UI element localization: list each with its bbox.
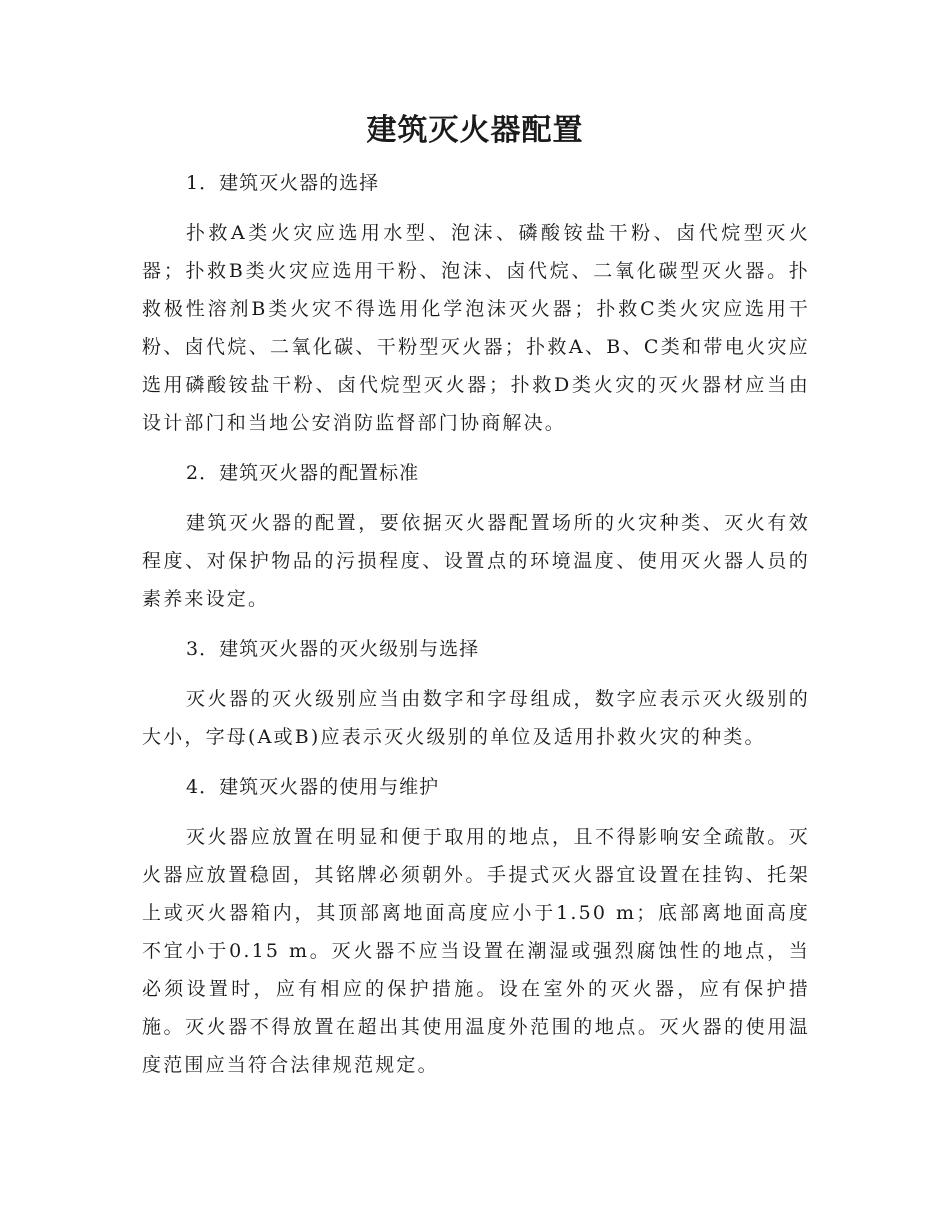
- section-heading: 4．建筑灭火器的使用与维护: [186, 776, 440, 798]
- section-heading: 2．建筑灭火器的配置标准: [186, 462, 420, 484]
- section-heading: 1．建筑灭火器的选择: [186, 172, 380, 194]
- section-configuration-standard: [142, 456, 810, 632]
- section-paragraph: 灭火器的灭火级别应当由数字和字母组成，数字应表示灭火级别的大小，字母(A或B)应表示灭火级别的单位及适用扑救火灾的种类。: [142, 688, 810, 748]
- section-fire-rating: [142, 632, 810, 770]
- section-paragraph: 扑救A类火灾应选用水型、泡沫、磷酸铵盐干粉、卤代烷型灭火器；扑救B类火灾应选用干粉、泡沫、卤代烷、二氧化碳型灭火器。扑救极性溶剂B类火灾不得选用化学泡沫灭火器；扑救C类火灾应选用干粉、卤代烷、二氧化碳、干粉型灭火器；扑救A、B、C类和带电火灾应选用磷酸铵盐干粉、卤代烷型灭火器；扑救D类火灾的灭火器材应当由设计部门和当地公安消防监督部门协商解决。: [142, 222, 810, 434]
- section-use-and-maintenance: [142, 770, 810, 1084]
- section-extinguisher-selection: [142, 166, 810, 456]
- document-body: [142, 166, 810, 1084]
- section-paragraph: 灭火器应放置在明显和便于取用的地点，且不得影响安全疏散。灭火器应放置稳固，其铭牌必须朝外。手提式灭火器宜设置在挂钩、托架上或灭火器箱内，其顶部离地面高度应小于1.50 m；底部离地面高度不宜小于0.15 m。灭火器不应当设置在潮湿或强烈腐蚀性的地点，当必须设置时，应有相应的保护措施。设在室外的灭火器，应有保护措施。灭火器不得放置在超出其使用温度外范围的地点。灭火器的使用温度范围应当符合法律规范规定。: [142, 826, 810, 1076]
- section-paragraph: 建筑灭火器的配置，要依据灭火器配置场所的火灾种类、灭火有效程度、对保护物品的污损程度、设置点的环境温度、使用灭火器人员的素养来设定。: [142, 512, 810, 610]
- document-title: 建筑灭火器配置: [366, 113, 584, 148]
- section-heading: 3．建筑灭火器的灭火级别与选择: [186, 638, 480, 660]
